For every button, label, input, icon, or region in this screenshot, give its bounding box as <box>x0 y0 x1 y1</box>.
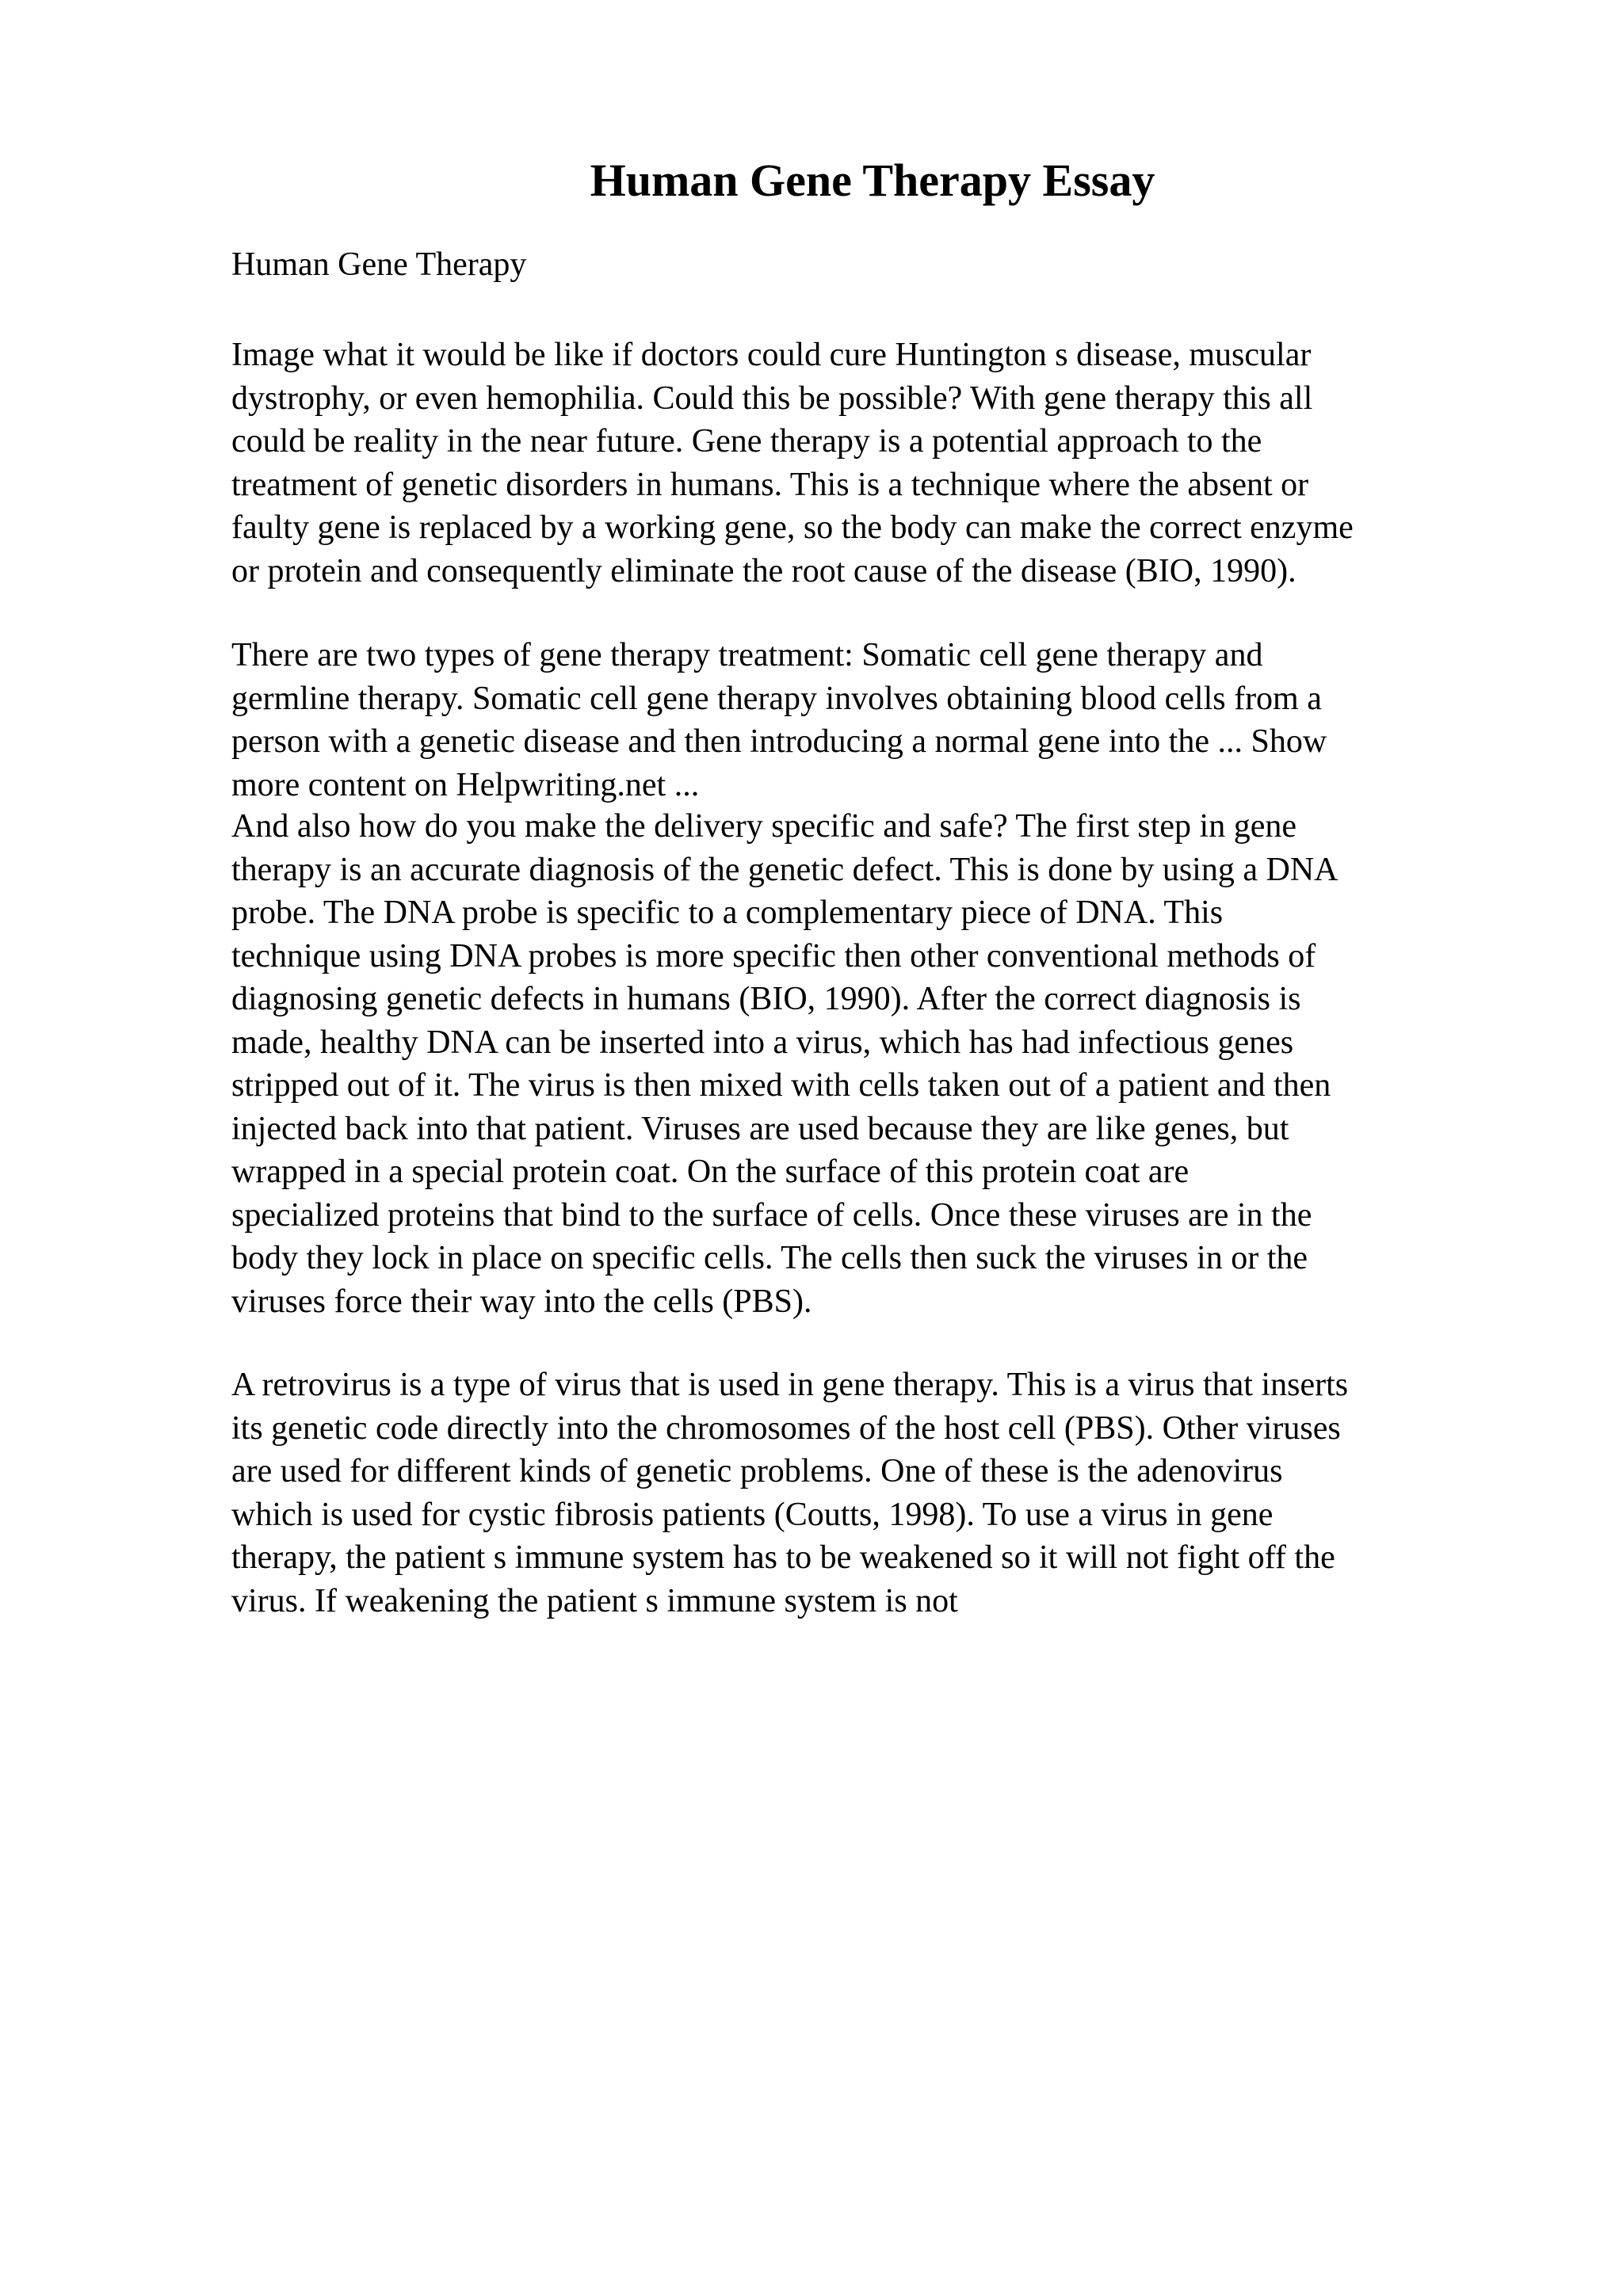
paragraph-2 <box>231 634 1484 807</box>
paragraph-line: more content on Helpwriting.net ... <box>231 766 700 803</box>
paragraph-line: specialized proteins that bind to the surface of cells. Once these viruses are in the <box>231 1196 1312 1234</box>
paragraph-line: stripped out of it. The virus is then mixed with cells taken out of a patient and then <box>231 1067 1331 1104</box>
paragraph-line: There are two types of gene therapy treatment: Somatic cell gene therapy and <box>231 637 1263 673</box>
paragraph-line: diagnosing genetic defects in humans (BIO, 1990). After the correct diagnosis is <box>231 981 1301 1017</box>
paragraph-line: Image what it would be like if doctors could cure Huntington s disease, muscular <box>231 337 1312 373</box>
paragraph-line: therapy, the patient s immune system has to be weakened so it will not fight off the <box>231 1539 1335 1576</box>
paragraph-line: injected back into that patient. Viruses are used because they are like genes, but <box>231 1110 1289 1147</box>
paragraph-line: germline therapy. Somatic cell gene therapy involves obtaining blood cells from a <box>231 680 1322 717</box>
paragraph-line: treatment of genetic disorders in humans. This is a technique where the absent or <box>231 466 1309 503</box>
paragraph-line: probe. The DNA probe is specific to a complementary piece of DNA. This <box>231 894 1224 931</box>
document-title: Human Gene Therapy Essay <box>590 154 1155 206</box>
document-subtitle: Human Gene Therapy <box>231 246 527 283</box>
paragraph-line: dystrophy, or even hemophilia. Could this be possible? With gene therapy this all <box>231 379 1313 417</box>
paragraph-1 <box>231 334 1484 593</box>
paragraph-line: And also how do you make the delivery specific and safe? The first step in gene <box>231 808 1296 845</box>
paragraph-4 <box>231 1363 1484 1623</box>
paragraph-line: its genetic code directly into the chromosomes of the host cell (PBS). Other viruses <box>231 1409 1341 1447</box>
paragraph-line: virus. If weakening the patient s immune system is not <box>231 1582 958 1619</box>
paragraph-line: person with a genetic disease and then introducing a normal gene into the ... Show <box>231 723 1327 760</box>
paragraph-line: faulty gene is replaced by a working gene, so the body can make the correct enzyme <box>231 509 1354 546</box>
paragraph-line: technique using DNA probes is more specific then other conventional methods of <box>231 937 1316 974</box>
paragraph-line: made, healthy DNA can be inserted into a virus, which has had infectious genes <box>231 1024 1294 1061</box>
paragraph-line: viruses force their way into the cells (PBS). <box>231 1283 812 1320</box>
paragraph-line: body they lock in place on specific cells. The cells then suck the viruses in or the <box>231 1240 1308 1276</box>
paragraph-line: or protein and consequently eliminate the root cause of the disease (BIO, 1990). <box>231 552 1296 589</box>
paragraph-3 <box>231 805 1484 1323</box>
paragraph-line: wrapped in a special protein coat. On the surface of this protein coat are <box>231 1154 1190 1190</box>
paragraph-line: therapy is an accurate diagnosis of the genetic defect. This is done by using a DNA <box>231 851 1338 888</box>
paragraph-line: could be reality in the near future. Gene therapy is a potential approach to the <box>231 423 1262 460</box>
paragraph-line: which is used for cystic fibrosis patients (Coutts, 1998). To use a virus in gene <box>231 1496 1274 1533</box>
paragraph-line: A retrovirus is a type of virus that is used in gene therapy. This is a virus that inserts <box>231 1367 1349 1403</box>
paragraph-line: are used for different kinds of genetic problems. One of these is the adenovirus <box>231 1453 1283 1489</box>
